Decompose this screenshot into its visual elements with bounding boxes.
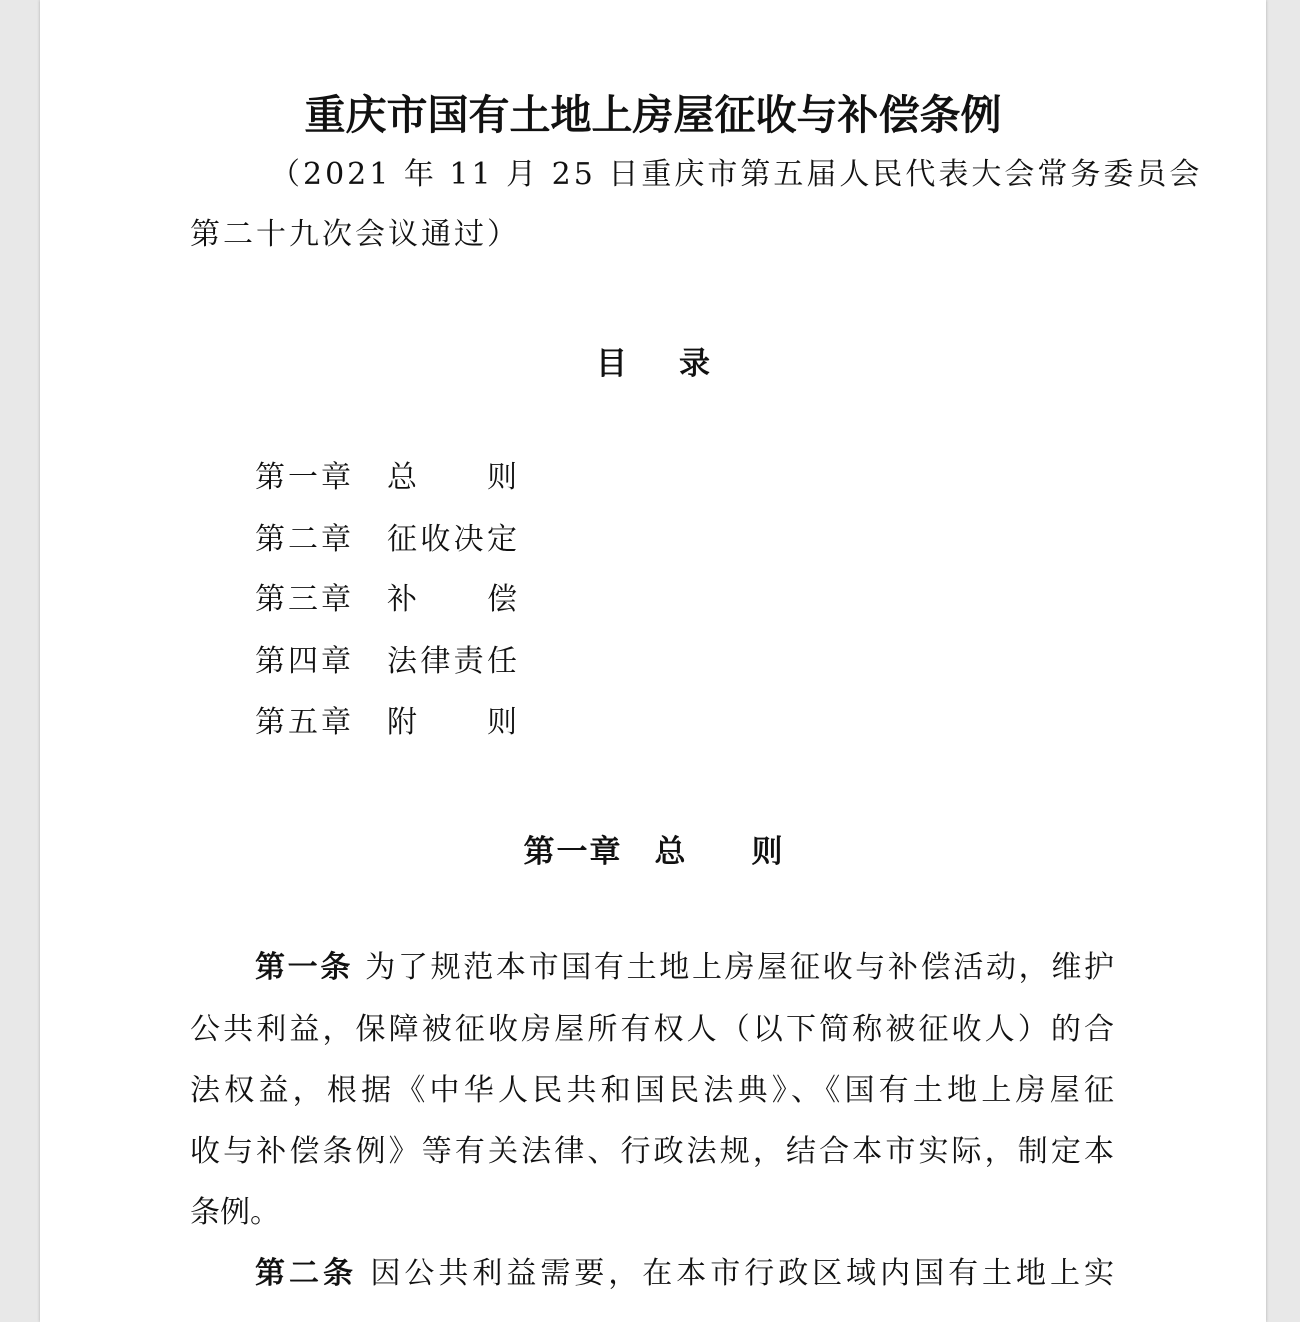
toc-chapter-number: 第二章 bbox=[255, 522, 354, 557]
toc-chapter-number: 第一章 bbox=[255, 460, 354, 495]
article-1-line: 法权益，根据《中华人民共和国民法典》、《国有土地上房屋征 bbox=[190, 1073, 1114, 1108]
article-1-line: 条例。 bbox=[190, 1195, 280, 1230]
toc-item[interactable] bbox=[255, 458, 517, 498]
article-2-line bbox=[255, 1254, 1114, 1294]
toc-item[interactable] bbox=[255, 520, 517, 560]
article-2-text: 因公共利益需要，在本市行政区域内国有土地上实 bbox=[370, 1256, 1114, 1291]
article-1-label: 第一条 bbox=[255, 950, 354, 985]
toc-chapter-name: 补偿 bbox=[387, 582, 517, 617]
toc-chapter-name: 总则 bbox=[387, 460, 517, 495]
chapter-name: 总则 bbox=[654, 834, 783, 870]
document-page bbox=[40, 0, 1266, 1322]
toc-heading-right: 录 bbox=[679, 346, 710, 382]
toc-heading-left: 目 bbox=[596, 346, 627, 382]
toc-item[interactable] bbox=[255, 580, 517, 620]
chapter-heading bbox=[40, 826, 1266, 871]
article-1-line: 公共利益，保障被征收房屋所有权人（以下简称被征收人）的合 bbox=[190, 1012, 1114, 1047]
article-1-line bbox=[255, 948, 1114, 988]
article-1-text: 为了规范本市国有土地上房屋征收与补偿活动，维护 bbox=[365, 950, 1115, 985]
subtitle-line-2: 第二十九次会议通过） bbox=[190, 217, 520, 252]
article-1-line: 收与补偿条例》等有关法律、行政法规，结合本市实际，制定本 bbox=[190, 1134, 1114, 1169]
toc-chapter-name: 法律责任 bbox=[387, 644, 517, 679]
toc-chapter-number: 第四章 bbox=[255, 644, 354, 679]
toc-heading bbox=[40, 338, 1266, 383]
chapter-number: 第一章 bbox=[523, 834, 623, 870]
article-2-label: 第二条 bbox=[255, 1256, 357, 1291]
toc-item[interactable] bbox=[255, 703, 517, 743]
toc-chapter-number: 第五章 bbox=[255, 705, 354, 740]
toc-item[interactable] bbox=[255, 642, 517, 682]
toc-chapter-name: 附则 bbox=[387, 705, 517, 740]
subtitle-line-1: （2021 年 11 月 25 日重庆市第五届人民代表大会常务委员会 bbox=[270, 157, 1203, 192]
document-title: 重庆市国有土地上房屋征收与补偿条例 bbox=[304, 91, 1002, 139]
toc-chapter-name: 征收决定 bbox=[387, 522, 517, 557]
toc-chapter-number: 第三章 bbox=[255, 582, 354, 617]
